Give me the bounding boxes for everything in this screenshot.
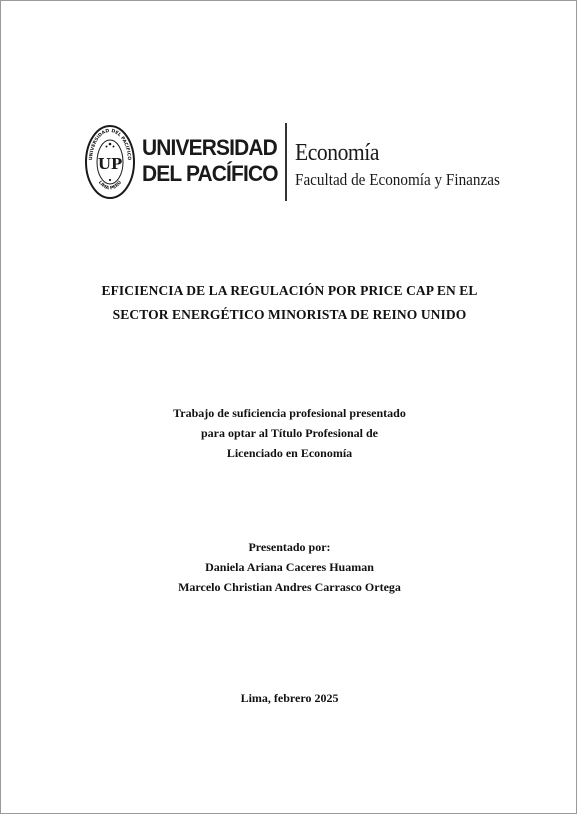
faculty-title: Economía xyxy=(295,140,379,166)
degree-purpose xyxy=(1,403,577,463)
authors-block xyxy=(1,537,577,597)
thesis-title-line2: SECTOR ENERGÉTICO MINORISTA DE REINO UNIDO xyxy=(112,307,467,322)
authors-label: Presentado por: xyxy=(248,540,331,554)
faculty-subtitle: Facultad de Economía y Finanzas xyxy=(295,170,500,189)
degree-purpose-line2: para optar al Título Profesional de xyxy=(200,426,378,440)
university-logo xyxy=(85,123,505,203)
thesis-title xyxy=(1,279,577,327)
university-name-line1: UNIVERSIDAD xyxy=(142,135,277,160)
place-date: Lima, febrero 2025 xyxy=(240,691,339,705)
degree-purpose-line3: Licenciado en Economía xyxy=(226,446,353,460)
university-seal-icon xyxy=(85,125,135,199)
svg-text:UNIVERSIDAD DEL PACÍFICO: UNIVERSIDAD DEL PACÍFICO xyxy=(89,128,131,161)
svg-text:LIMA PERÚ: LIMA PERÚ xyxy=(96,180,124,192)
seal-monogram: UP xyxy=(97,155,123,173)
degree-purpose-line1: Trabajo de suficiencia profesional presentado xyxy=(173,406,406,420)
university-name xyxy=(142,135,278,187)
thesis-title-line1: EFICIENCIA DE LA REGULACIÓN POR PRICE CAP EN EL xyxy=(101,283,478,298)
author-name: Marcelo Christian Andres Carrasco Ortega xyxy=(178,580,401,594)
university-name-line2: DEL PACÍFICO xyxy=(142,161,278,186)
logo-divider xyxy=(285,123,287,201)
author-name: Daniela Ariana Caceres Huaman xyxy=(205,560,374,574)
